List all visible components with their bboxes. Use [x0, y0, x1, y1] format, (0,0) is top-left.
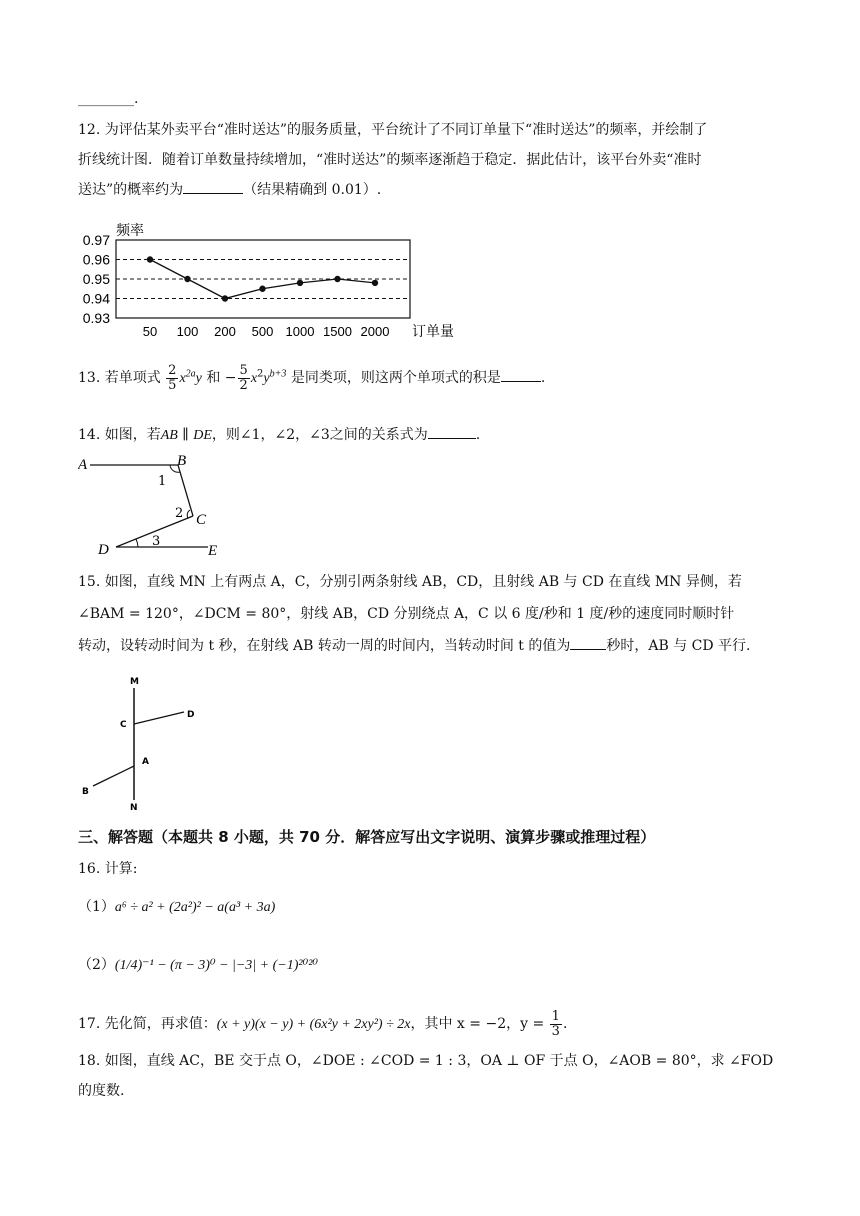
chart-y-tick-label: 0.96 — [82, 251, 110, 268]
q15-number: 15. — [78, 574, 101, 590]
q15-line3a: 转动，设转动时间为 t 秒，在射线 AB 转动一周的时间内，当转动时间 t 的值为 — [78, 638, 571, 654]
frequency-line-chart — [70, 218, 470, 340]
chart-x-tick-label: 50 — [142, 324, 158, 339]
q14-parallel-sign: ∥ — [182, 427, 189, 443]
chart-y-tick-label: 0.93 — [82, 310, 110, 326]
q15-figure — [78, 672, 218, 812]
q15-line3b: 秒时，AB 与 CD 平行. — [606, 638, 751, 654]
question-18 — [78, 1046, 788, 1106]
q15-label-b: B — [82, 787, 89, 797]
q15-label-n: N — [130, 803, 138, 812]
chart-x-axis-label: 订单量 — [412, 324, 454, 340]
q15-line1: 如图，直线 MN 上有两点 A，C，分别引两条射线 AB，CD，且射线 AB 与 CD 在直线 MN 异侧，若 — [104, 574, 742, 590]
q15-label-m: M — [130, 677, 139, 687]
q16-part-1-expression: a⁶ ÷ a² + (2a²)² − a(a³ + 3a) — [114, 900, 276, 915]
q14-angle-2: 2 — [175, 506, 184, 521]
chart-series-line — [150, 260, 375, 299]
q14-figure — [78, 452, 238, 562]
q15-label-d: D — [187, 710, 195, 720]
q14-label-b: B — [177, 453, 187, 469]
question-12 — [78, 115, 788, 205]
q16-number: 16. — [78, 861, 101, 877]
q17-condition: ，其中 x = −2，y = — [410, 1016, 545, 1032]
q16-part-2-label: （2） — [78, 957, 115, 973]
q13-fraction-2-5: $\frac{2}{5}$ — [168, 362, 177, 393]
q12-text-line3b: （结果精确到 0.01）. — [243, 182, 382, 198]
q14-text-a: 如图，若 — [104, 427, 161, 443]
chart-y-axis-label: 频率 — [116, 223, 144, 239]
q14-angle-3: 3 — [152, 534, 161, 549]
section-3-heading: 三、解答题（本题共 8 小题，共 70 分．解答应写出文字说明、演算步骤或推理过程） — [78, 828, 656, 846]
chart-data-point — [297, 280, 303, 286]
q16-part-1-label: （1） — [78, 899, 115, 915]
q16-part-2 — [78, 950, 788, 981]
chart-data-point — [147, 256, 153, 262]
question-13: 13. 若单项式 $\frac{2}{5}$ $x^{2a}y$ 和 − $\frac{5}{2}$ $x^2y^{b+3}$ 是同类项，则这两个单项式的积是 . — [78, 362, 546, 393]
chart-x-tick-label: 1000 — [285, 324, 315, 339]
q14-de: DE — [193, 428, 212, 443]
q17-number: 17. — [78, 1016, 101, 1032]
question-17 — [78, 1004, 788, 1045]
q13-end: . — [540, 370, 546, 386]
q13-fraction-5-2: $\frac{5}{2}$ — [239, 362, 248, 393]
q12-text-line3a: 送达”的概率约为 — [78, 182, 184, 198]
chart-x-tick-label: 100 — [176, 324, 199, 339]
q13-mid: 和 — [206, 370, 221, 386]
q14-text-b: ，则∠1，∠2，∠3之间的关系式为 — [211, 427, 428, 443]
q13-pre: 若单项式 — [104, 370, 161, 386]
q16-part-1 — [78, 892, 788, 923]
q13-number: 13. — [78, 370, 101, 386]
q14-label-e: E — [208, 543, 218, 559]
q13-post: 是同类项，则这两个单项式的积是 — [290, 370, 501, 386]
q18-line1: 如图，直线 AC，BE 交于点 O，∠DOE : ∠COD = 1 : 3，OA ⊥ OF 于点 O，∠AOB = 80°，求 ∠FOD — [104, 1053, 774, 1069]
chart-y-tick-label: 0.94 — [82, 290, 110, 307]
q18-line2: 的度数. — [78, 1083, 125, 1099]
q15-label-c: C — [120, 720, 127, 730]
chart-x-tick-label: 2000 — [360, 324, 390, 339]
chart-data-point — [372, 280, 378, 286]
q17-expression: (x + y)(x − y) + (6x²y + 2xy²) ÷ 2x — [216, 1017, 411, 1032]
q14-label-a: A — [78, 457, 88, 473]
q16-title: 计算: — [104, 861, 138, 877]
q12-number: 12. — [78, 122, 101, 138]
q14-label-c: C — [196, 512, 207, 528]
q14-answer-blank[interactable] — [428, 424, 476, 439]
previous-answer-blank: ________. — [78, 91, 139, 107]
q15-line2: ∠BAM = 120°，∠DCM = 80°，射线 AB，CD 分别绕点 A，C 以 6 度/秒和 1 度/秒的速度同时顺时针 — [78, 606, 735, 622]
q15-answer-blank[interactable] — [570, 635, 606, 650]
chart-data-point — [222, 295, 228, 301]
question-14 — [78, 420, 788, 451]
q14-angle-1: 1 — [158, 474, 167, 489]
chart-data-point — [184, 276, 190, 282]
q17-end: . — [562, 1016, 568, 1032]
chart-y-tick-label: 0.95 — [82, 271, 110, 287]
chart-data-point — [259, 286, 265, 292]
chart-data-point — [334, 276, 340, 282]
question-16 — [78, 854, 788, 884]
q18-number: 18. — [78, 1053, 101, 1069]
q17-fraction-1-3: $\frac{1}{3}$ — [551, 1008, 560, 1039]
q17-pre: 先化简，再求值： — [104, 1016, 217, 1032]
chart-y-tick-label: 0.97 — [82, 232, 110, 248]
q16-part-2-expression: (1/4)⁻¹ − (π − 3)⁰ − |−3| + (−1)²⁰²⁰ — [114, 958, 318, 973]
question-15 — [78, 566, 788, 662]
q14-ab: AB — [160, 428, 178, 443]
chart-x-tick-label: 500 — [251, 324, 274, 339]
chart-x-tick-label: 200 — [214, 324, 236, 339]
q15-label-a: A — [142, 757, 149, 767]
q13-answer-blank[interactable] — [501, 367, 541, 382]
q14-number: 14. — [78, 427, 101, 443]
chart-x-tick-label: 1500 — [323, 324, 352, 339]
q12-answer-blank[interactable] — [183, 179, 243, 194]
q14-label-d: D — [98, 542, 109, 558]
q12-text-line1: 为评估某外卖平台“准时送达”的服务质量，平台统计了不同订单量下“准时送达”的频率，并绘制了 — [104, 122, 708, 138]
q14-end: . — [475, 427, 481, 443]
q12-text-line2: 折线统计图．随着订单数量持续增加，“准时送达”的频率逐渐趋于稳定．据此估计，该平台外卖“准时 — [78, 152, 702, 168]
